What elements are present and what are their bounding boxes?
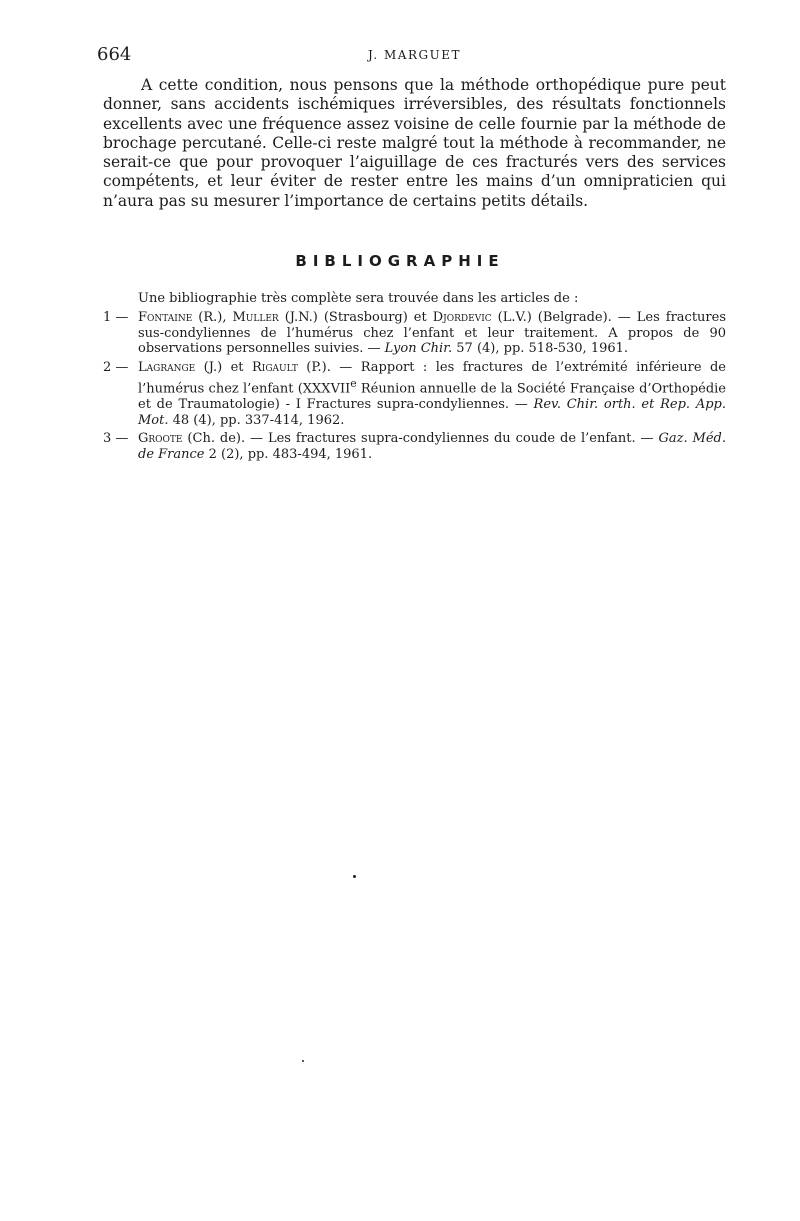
author-name: Fontaine	[138, 310, 193, 325]
print-speck	[302, 1060, 304, 1062]
reference-details: 2 (2), pp. 483-494, 1961.	[204, 446, 373, 462]
reference-title-cont: Réunion annuelle de la Société Française d’Orthopédie et de Traumatologie) - I Fractures supra-condyliennes. —	[138, 381, 727, 412]
page-number: 664	[97, 44, 132, 65]
running-head: J. MARGUET	[368, 48, 461, 62]
reference-number: 3 —	[103, 431, 129, 447]
author-initials: (R.),	[192, 310, 233, 325]
reference-details: 57 (4), pp. 518-530, 1961.	[452, 341, 629, 357]
reference-item	[103, 431, 726, 462]
author-name: Groote	[138, 431, 183, 447]
reference-text	[138, 360, 726, 428]
journal-name: Rev. Chir. orth. et Rep. App. Mot.	[138, 396, 726, 428]
reference-title: (L.V.) (Belgrade). — Les fractures sus-condyliennes de l’humérus chez l’enfant et leur traitement. A propos de 90 observations personnelles suivies. —	[138, 310, 727, 357]
bibliography-title: BIBLIOGRAPHIE	[295, 252, 505, 270]
reference-number: 2 —	[103, 360, 129, 376]
journal-name: Gaz. Méd. de France	[138, 431, 726, 462]
reference-text	[138, 431, 726, 462]
reference-number: 1 —	[103, 310, 129, 325]
journal-name: Lyon Chir.	[384, 341, 453, 357]
author-initials: (J.) et	[195, 360, 252, 376]
reference-text	[138, 310, 726, 357]
reference-title: (P.). — Rapport : les fractures de l’extrémité inférieure de l’humérus chez l’enfant (XXXVII	[138, 360, 726, 397]
superscript: e	[350, 376, 357, 390]
author-name: Lagrange	[138, 360, 196, 376]
reference-details: 48 (4), pp. 337-414, 1962.	[168, 412, 345, 428]
author-initials: (J.N.) (Strasbourg) et	[278, 310, 433, 325]
bibliography-intro: Une bibliographie très complète sera trouvée dans les articles de :	[138, 291, 579, 306]
author-name: Muller	[232, 310, 279, 325]
print-speck	[353, 875, 356, 878]
author-name: Djordevic	[432, 310, 492, 325]
body-paragraph: A cette condition, nous pensons que la méthode orthopédique pure peut donner, sans accidents ischémiques irréversibles, des résultats fonctionnels excellents avec une fréquence assez voisine de celle fournie par la méthode de brochage percutané. Celle-ci reste malgré tout la méthode à recommander, ne serait-ce que pour provoquer l’aiguillage de ces fracturés vers des services compétents, et leur éviter de rester entre les mains d’un omnipraticien qui n’aura pas su mesurer l’importance de certains petits détails.	[103, 76, 726, 210]
reference-title: (Ch. de). — Les fractures supra-condyliennes du coude de l’enfant. —	[182, 431, 659, 447]
reference-list	[103, 310, 726, 466]
reference-item	[103, 360, 726, 428]
reference-item	[103, 310, 726, 357]
author-name: Rigault	[251, 360, 298, 376]
